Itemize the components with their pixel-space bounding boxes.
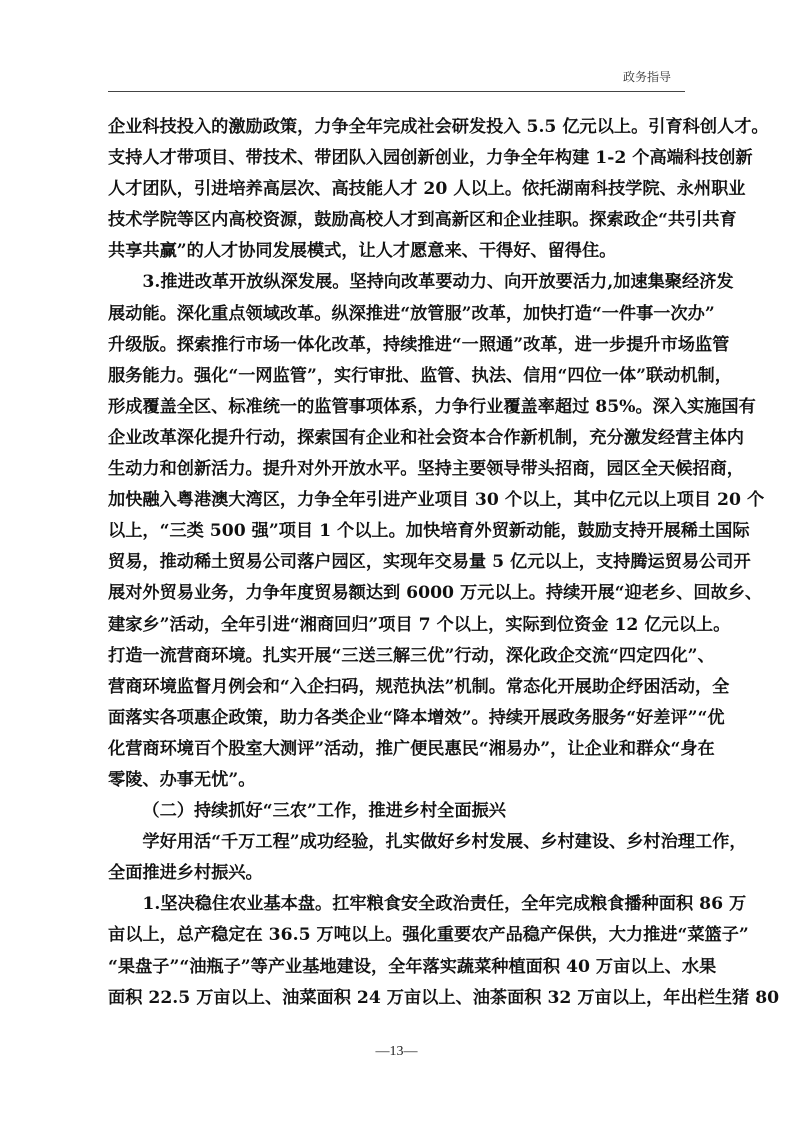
text-line: 升级版。探索推行市场一体化改革，持续推进“一照通”改革，进一步提升市场监管 [108,334,730,355]
page-number: —13— [375,1044,418,1059]
text-line: 面落实各项惠企政策，助力各类企业“降本增效”。持续开展政务服务“好差评”“优 [108,707,725,728]
body-text [108,112,780,1014]
text-line: 支持人才带项目、带技术、带团队入园创新创业，力争全年构建 1-2 个高端科技创新 [108,148,753,169]
text-line: 展对外贸易业务，力争年度贸易额达到 6000 万元以上。持续开展“迎老乡、回故乡、 [108,583,763,604]
section-heading: （二）持续抓好“三农”工作，推进乡村全面振兴 [142,801,506,822]
text-line: 服务能力。强化“一网监管”，实行审批、监管、执法、信用“四位一体”联动机制， [108,365,732,386]
text-line: “果盘子”“油瓶子”等产业基地建设，全年落实蔬菜种植面积 40 万亩以上、水果 [108,956,717,977]
text-line: 面积 22.5 万亩以上、油菜面积 24 万亩以上、油茶面积 32 万亩以上，年出栏生猪 80 [108,987,780,1008]
text-line: 打造一流营商环境。扎实开展“三送三解三优”行动，深化政企交流“四定四化”、 [108,645,715,666]
section-label: 政务指导 [622,70,671,84]
text-line: 技术学院等区内高校资源，鼓励高校人才到高新区和企业挂职。探索政企“共引共育 [108,210,737,231]
text-line: 建家乡”活动，全年引进“湘商回归”项目 7 个以上，实际到位资金 12 亿元以上。 [108,614,731,635]
text-line: 以上，“三类 500 强”项目 1 个以上。加快培育外贸新动能，鼓励支持开展稀土国际 [108,521,750,542]
text-line: 亩以上，总产稳定在 36.5 万吨以上。强化重要农产品稳产保供，大力推进“菜篮子” [108,925,749,946]
text-line: 人才团队，引进培养高层次、高技能人才 20 人以上。依托湖南科技学院、永州职业 [108,179,746,200]
text-line: 化营商环境百个股室大测评”活动，推广便民惠民“湘易办”，让企业和群众“身在 [108,738,715,759]
text-line: 企业科技投入的激励政策，力争全年完成社会研发投入 5.5 亿元以上。引育科创人才。 [108,117,769,137]
text-line: 贸易，推动稀土贸易公司落户园区，实现年交易量 5 亿元以上，支持腾运贸易公司开 [108,552,751,573]
text-line: 学好用活“千万工程”成功经验，扎实做好乡村发展、乡村建设、乡村治理工作， [142,832,747,853]
header-rule [108,91,685,92]
text-line: 形成覆盖全区、标准统一的监管事项体系，力争行业覆盖率超过 85%。深入实施国有 [108,396,756,417]
text-line: 全面推进乡村振兴。 [108,863,263,884]
text-line: 3.推进改革开放纵深发展。坚持向改革要动力、向开放要活力,加速集聚经济发 [142,272,734,293]
text-line: 1.坚决稳住农业基本盘。扛牢粮食安全政治责任，全年完成粮食播种面积 86 万 [142,894,747,915]
text-line: 共享共赢”的人才协同发展模式，让人才愿意来、干得好、留得住。 [108,241,617,262]
text-line: 营商环境监督月例会和“入企扫码，规范执法”机制。常态化开展助企纾困活动，全 [108,676,730,697]
text-line: 企业改革深化提升行动，探索国有企业和社会资本合作新机制，充分激发经营主体内 [108,427,744,448]
text-line: 生动力和创新活力。提升对外开放水平。坚持主要领导带头招商，园区全天候招商， [108,459,744,480]
text-line: 加快融入粤港澳大湾区，力争全年引进产业项目 30 个以上，其中亿元以上项目 20 个 [108,490,765,511]
text-line: 零陵、办事无忧”。 [108,769,256,790]
text-line: 展动能。深化重点领域改革。纵深推进“放管服”改革，加快打造“一件事一次办” [108,303,715,324]
